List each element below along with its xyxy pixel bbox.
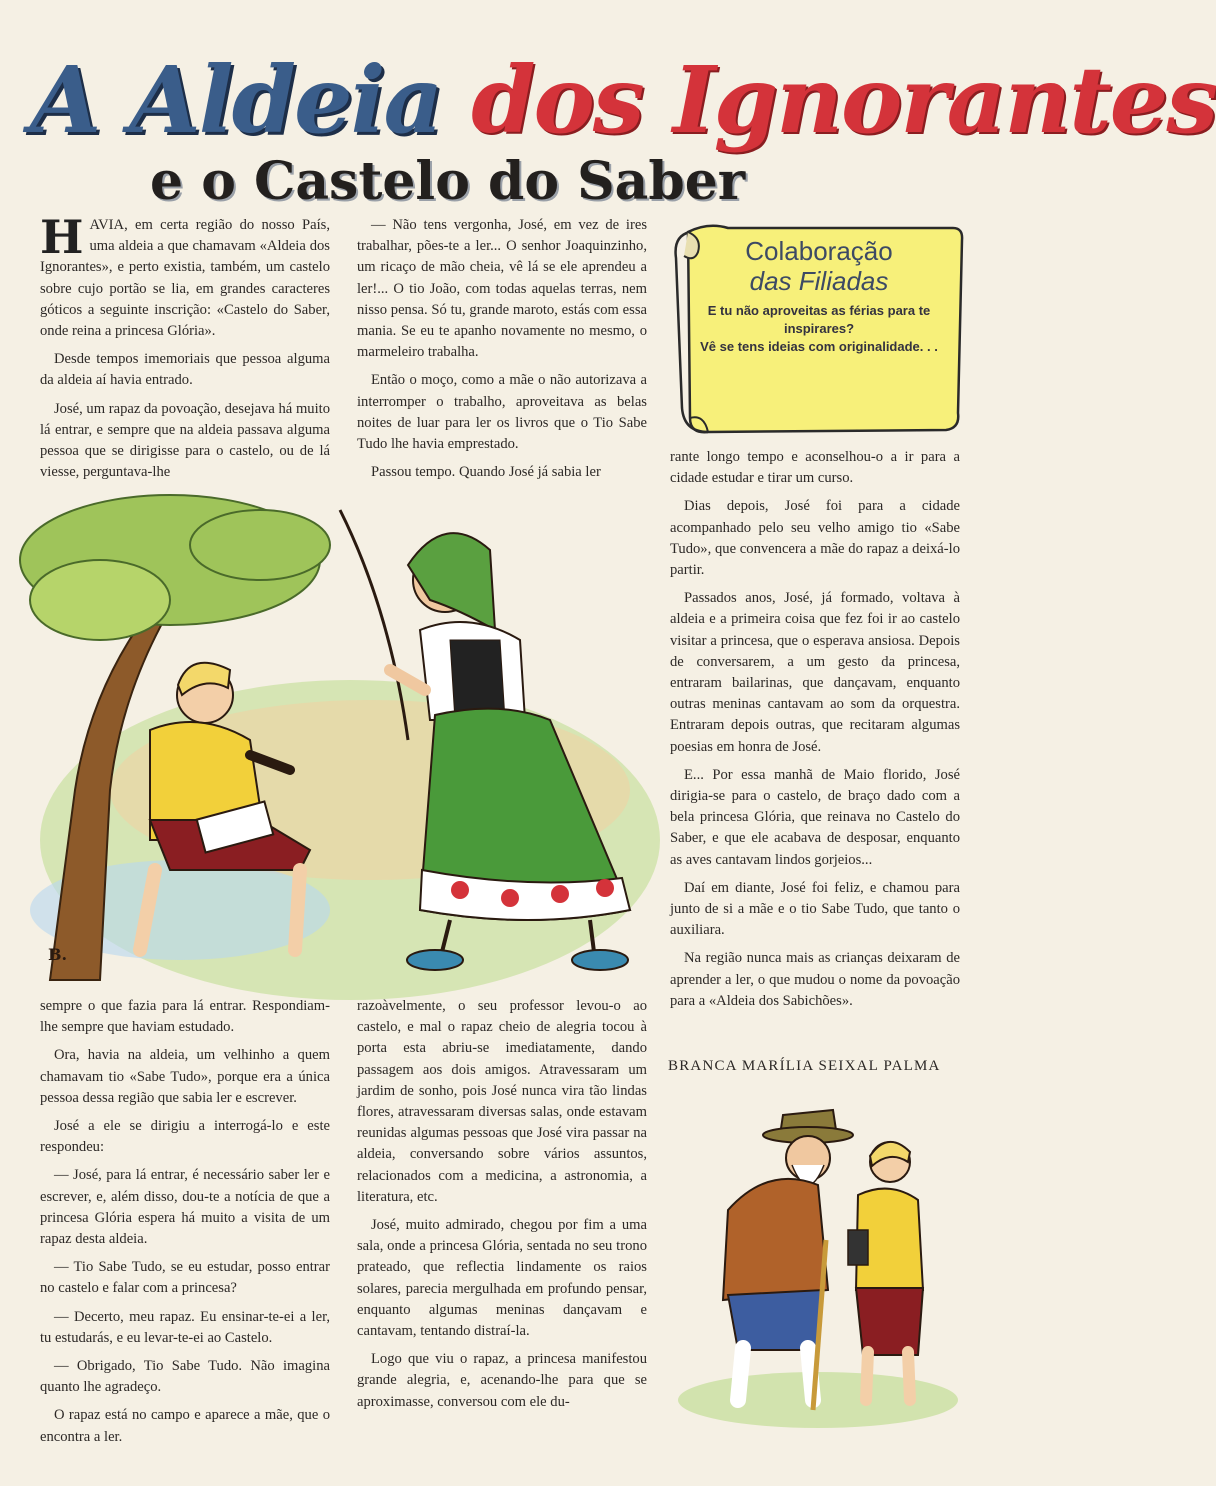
- paragraph: José a ele se dirigiu a interrogá-lo e este respondeu:: [40, 1118, 330, 1156]
- title-word-aldeia: Aldeia: [129, 46, 472, 154]
- banner-title-line2: das Filiadas: [749, 266, 889, 296]
- paragraph: E... Por essa manhã de Maio florido, José dirigia-se para o castelo, de braço dado com a bela princesa Glória, que reinava no Castelo do Saber, e que ele acabava de desposar, enquanto as aves cantavam lindos gorjeios...: [670, 766, 960, 868]
- author-byline: BRANCA MARÍLIA SEIXAL PALMA: [668, 1058, 941, 1074]
- paragraph: Dias depois, José foi para a cidade acompanhado pelo seu velho amigo tio «Sabe Tudo», que convencera a mãe do rapaz a deixá-lo partir.: [670, 498, 960, 579]
- paragraph: rante longo tempo e aconselhou-o a ir para a cidade estudar e tirar um curso.: [670, 449, 960, 487]
- title-word-dos: dos: [471, 46, 673, 154]
- paragraph: Desde tempos imemoriais que pessoa alguma da aldeia aí havia entrado.: [40, 351, 330, 389]
- drop-cap: H: [40, 210, 84, 264]
- title-word-ignorantes: Ignorantes: [672, 46, 1216, 154]
- paragraph: — José, para lá entrar, é necessário saber ler e escrever, e, além disso, dou-te a notícia de que a princesa Glória espera há muito a visita de um rapaz desta aldeia.: [40, 1167, 330, 1248]
- paragraph: Daí em diante, José foi feliz, e chamou para junto de si a mãe e o tio Sabe Tudo, que tanto o auxiliara.: [670, 879, 960, 939]
- column-3: [670, 447, 960, 1047]
- collaboration-banner: [668, 218, 968, 440]
- main-title: [30, 40, 1216, 160]
- paragraph-opening-text: AVIA, em certa região do nosso País, uma aldeia a que chamavam «Aldeia dos Ignorantes», e perto existia, também, um castelo sobre cujo portão se lia, em grandes caracteres góticos a seguinte inscrição: «Castelo do Saber, onde reina a princesa Glória».: [40, 217, 330, 340]
- banner-text: [700, 236, 938, 356]
- paragraph: — Tio Sabe Tudo, se eu estudar, posso entrar no castelo e falar com a princesa?: [40, 1259, 330, 1297]
- paragraph: Logo que viu o rapaz, a princesa manifestou grande alegria, e, acenando-lhe para que se aproximasse, conversou com ele du-: [357, 1351, 647, 1410]
- paragraph: — Obrigado, Tio Sabe Tudo. Não imagina quanto lhe agradeço.: [40, 1358, 330, 1396]
- paragraph: José, um rapaz da povoação, desejava há muito lá entrar, e sempre que na aldeia passava alguma pessoa que se dirigisse para o castelo, ou de lá viesse, perguntava-lhe: [40, 400, 330, 481]
- paragraph: razoàvelmente, o seu professor levou-o ao castelo, e mal o rapaz cheio de alegria tocou à porta esta abriu-se imediatamente, dando passagem aos dois amigos. Atravessaram um jardim de sonho, pois José nunca vira tão lindas flores, atravessaram diversas salas, onde estavam reunidas algumas pessoas que José vira passar na aldeia, conversando sobre vários assuntos, relacionados com a medicina, a astronomia, a literatura, etc.: [357, 998, 647, 1205]
- old-man-and-boy-illustration: [668, 1090, 963, 1430]
- column-2-top: [357, 215, 647, 490]
- subtitle: e o Castelo do Saber: [150, 151, 746, 212]
- paragraph: José, muito admirado, chegou por fim a uma sala, onde a princesa Glória, sentada no seu trono prateado, que reflectia lindamente os raios solares, parecia mergulhada em profundo pensar, enquanto algumas meninas dançavam e cantavam, tentando distraí-la.: [357, 1217, 647, 1340]
- paragraph: sempre o que fazia para lá entrar. Respondiam-lhe sempre que haviam estudado.: [40, 998, 330, 1036]
- paragraph: Então o moço, como a mãe o não autorizava a interromper o trabalho, aproveitava as belas noites de luar para ler os livros que o Tio Sabe Tudo lhe havia emprestado.: [357, 372, 647, 453]
- paragraph: Na região nunca mais as crianças deixaram de aprender a ler, o que mudou o nome da povoação para a «Aldeia dos Sabichões».: [670, 950, 960, 1009]
- banner-title-line1: Colaboração: [745, 236, 893, 266]
- illustrator-signature: B.: [48, 945, 68, 964]
- paragraph: — Decerto, meu rapaz. Eu ensinar-te-ei a ler, tu estudarás, e eu levar-te-ei ao Castelo.: [40, 1308, 330, 1346]
- paragraph: Ora, havia na aldeia, um velhinho a quem chamavam tio «Sabe Tudo», porque era a única pessoa dessa região que sabia ler e escrever.: [40, 1047, 330, 1106]
- paragraph: Passados anos, José, já formado, voltava à aldeia e a primeira coisa que fez foi ir ao castelo visitar a princesa, que o esperava ansiosa. Depois de conversarem, a um gesto da princesa, entraram bailarinas, que dançavam, enquanto outras meninas cantavam ao som da orquestra. Entraram depois outras, que recitaram algumas poesias em honra de José.: [670, 590, 960, 755]
- banner-invite: Vê se tens ideias com originalidade. . .: [700, 339, 938, 354]
- title-word-a: A: [30, 46, 130, 154]
- paragraph: — Não tens vergonha, José, em vez de ires trabalhar, pões-te a ler... O senhor Joaquinzinho, um ricaço de mão cheia, vê lá se ele aprendeu a ler!... O tio João, com todas aquelas terras, nem nisso pensa. Só tu, grande maroto, estás com essa mania. Se eu te apanho novamente no mesmo, o marmeleiro trabalha.: [357, 217, 647, 361]
- column-1-top: [40, 210, 330, 490]
- main-illustration: [30, 490, 648, 980]
- paragraph: Passou tempo. Quando José já sabia ler: [371, 464, 601, 481]
- banner-question: E tu não aproveitas as férias para te inspirares?: [707, 303, 931, 336]
- column-2-bottom: [357, 996, 647, 1476]
- paragraph-opening: [40, 210, 330, 342]
- column-1-bottom: [40, 996, 330, 1476]
- paragraph: O rapaz está no campo e aparece a mãe, que o encontra a ler.: [40, 1407, 330, 1445]
